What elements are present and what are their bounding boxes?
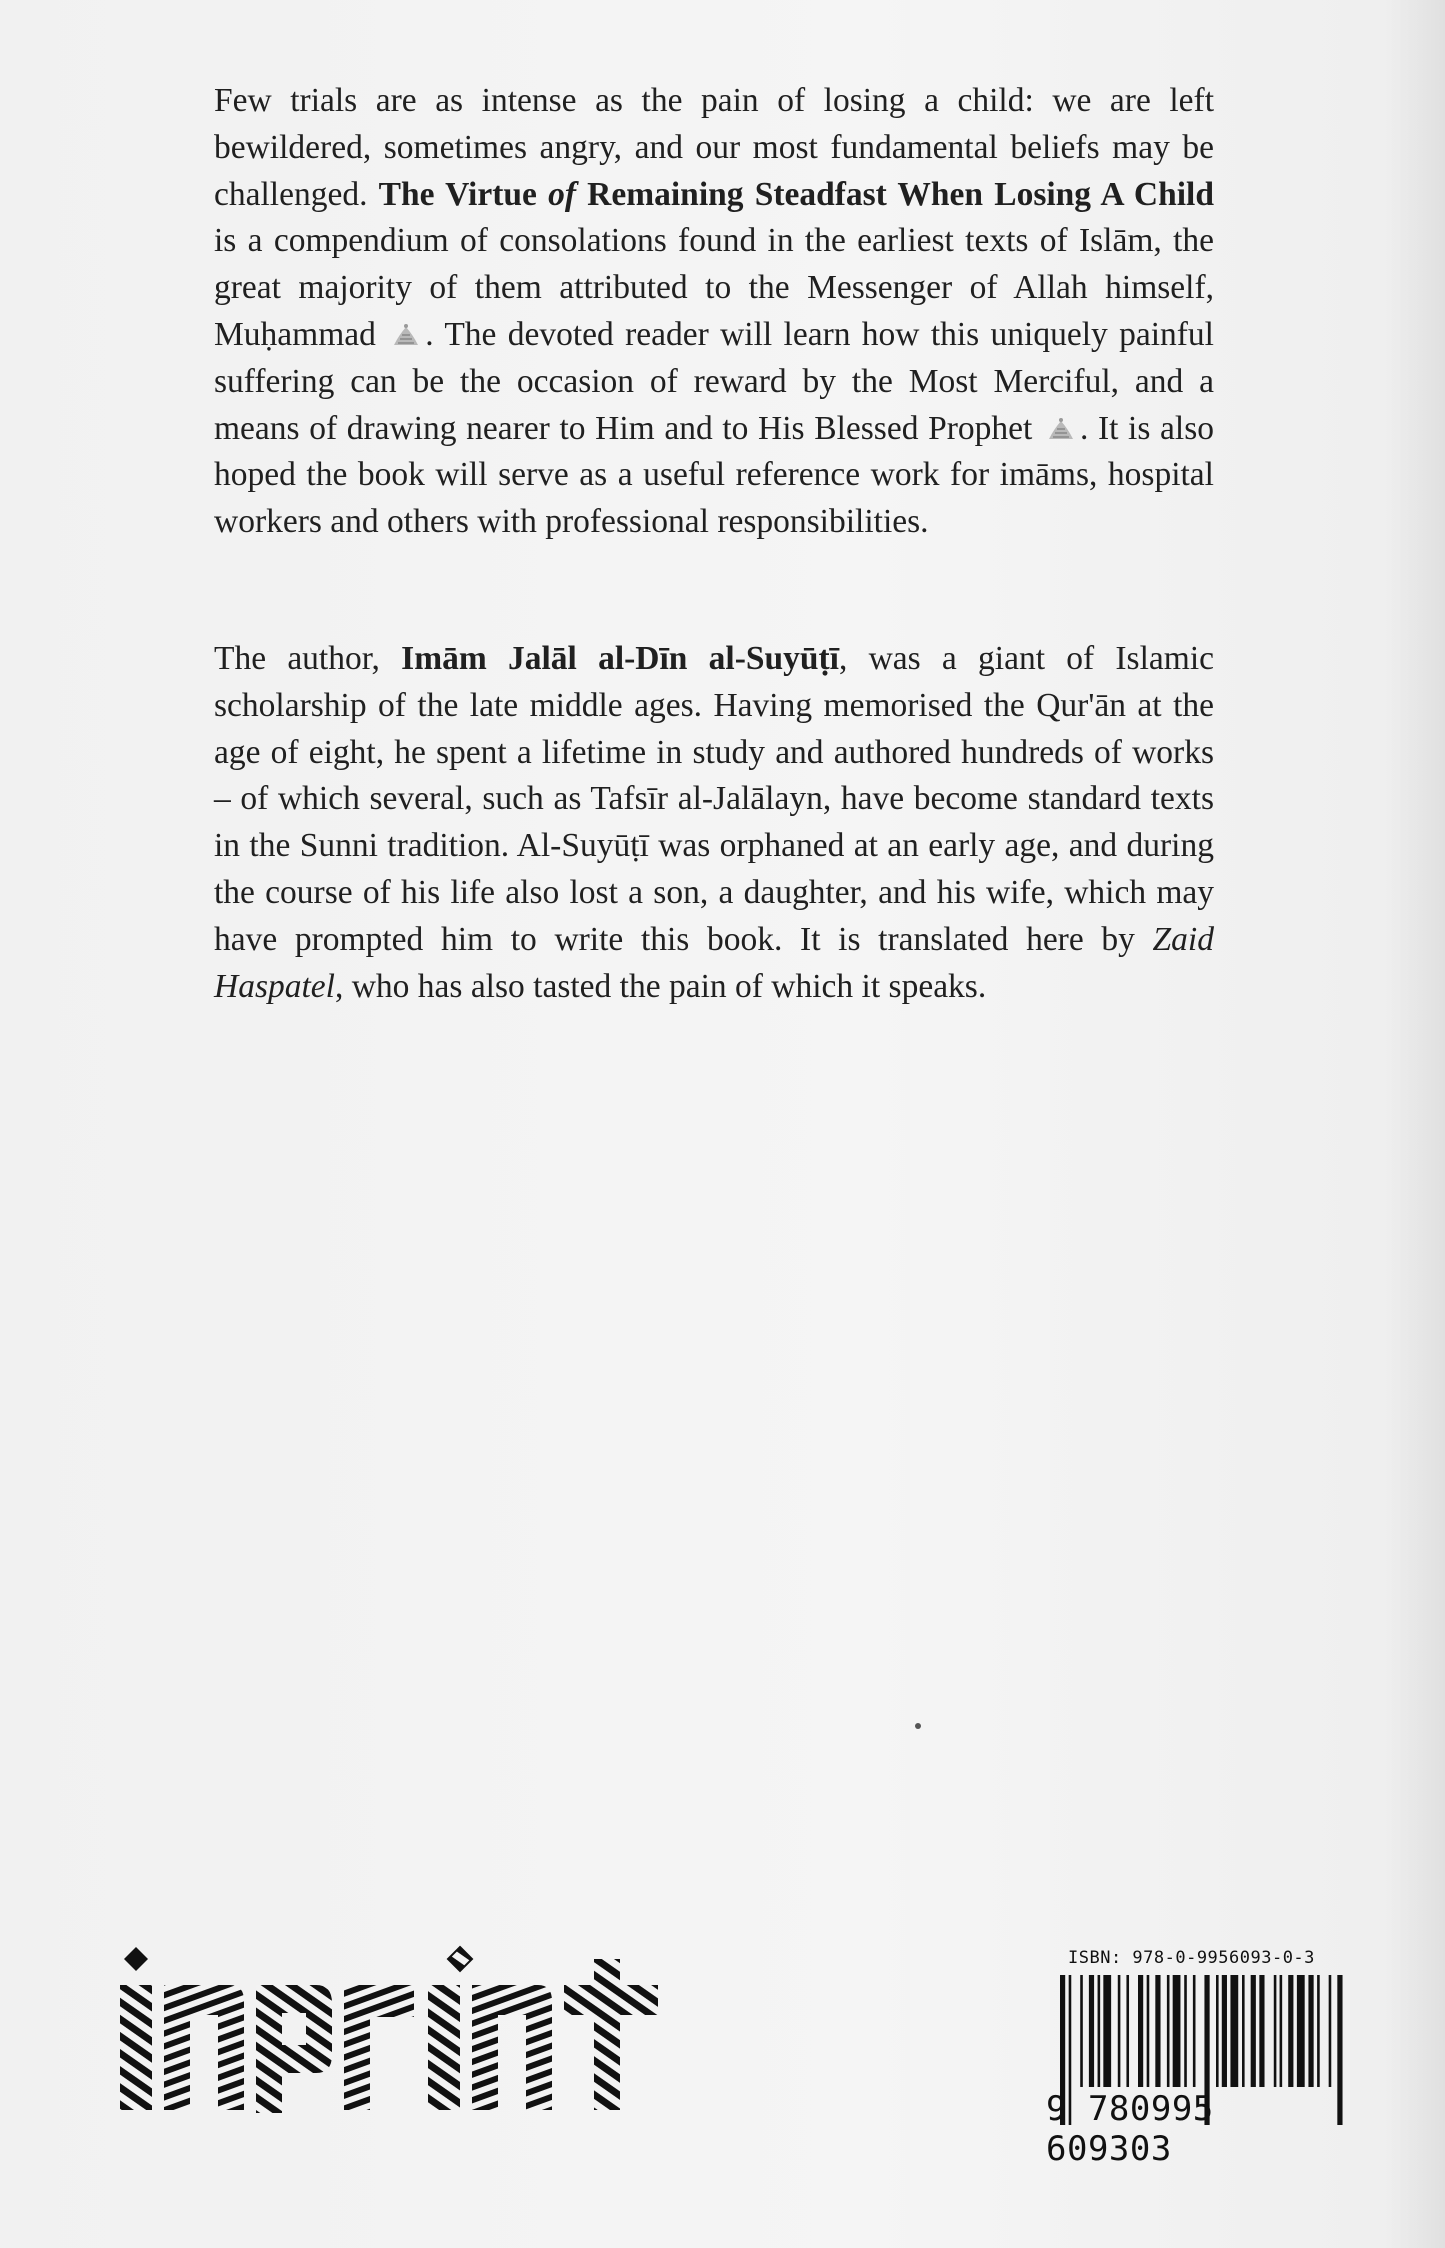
barcode-bar <box>1297 1975 1305 2087</box>
barcode-bar <box>1098 1975 1101 2087</box>
barcode-bar <box>1274 1975 1277 2087</box>
barcode-bar <box>1230 1975 1238 2087</box>
barcode-bar <box>1317 1975 1320 2087</box>
translator-name: Zaid Haspatel <box>214 920 1214 1005</box>
author-name: Imām Jalāl al-Dīn al-Suyūṭī <box>401 640 839 677</box>
isbn-label: ISBN: 978-0-9956093-0-3 <box>1068 1948 1315 1968</box>
barcode-bar <box>1173 1975 1181 2087</box>
barcode-bar <box>1288 1975 1293 2087</box>
blurb-text: . The devoted reader will learn how this uniquely painful suffering can be the occasion of reward by the Most Merciful, and a means of drawing nearer to Him and to His Blessed Prophet <box>214 315 1214 447</box>
barcode-bar <box>1118 1975 1121 2087</box>
barcode-bar <box>1080 1975 1083 2087</box>
barcode-bar <box>1280 1975 1283 2087</box>
salawat-calligraphy-icon <box>391 321 421 349</box>
barcode-bar <box>1193 1975 1196 2087</box>
barcode-bar <box>1103 1975 1111 2087</box>
barcode-bar <box>1251 1975 1256 2087</box>
barcode-bar <box>1184 1975 1187 2087</box>
barcode-bar <box>1155 1975 1160 2087</box>
blurb-text: Few trials are as intense as the pain of losing a child: we are left bewildered, sometimes angry, and our most fundamental beliefs may be challenged. <box>214 82 1214 213</box>
barcode-bar <box>1138 1975 1143 2087</box>
barcode-bar <box>1329 1975 1332 2087</box>
blurb-text: . It is also hoped the book will serve as a useful reference work for imāms, hospital workers and others with professional responsibilities. <box>214 409 1214 541</box>
page-edge-shadow <box>1385 0 1445 2248</box>
barcode-bar <box>1126 1975 1129 2087</box>
barcode-digits: 9 780995 609303 <box>1046 2089 1214 2169</box>
barcode-bar <box>1259 1975 1264 2087</box>
print-speck <box>915 1723 921 1729</box>
author-paragraph <box>214 636 1214 1010</box>
barcode-bar <box>1089 1975 1094 2087</box>
author-text: The author, <box>214 640 402 677</box>
barcode-bar <box>1167 1975 1170 2087</box>
salawat-calligraphy-icon <box>1046 415 1076 443</box>
publisher-logo <box>118 1945 688 2115</box>
book-title: The Virtue of Remaining Steadfast When Losing A Child <box>378 175 1214 213</box>
blurb-text: is a compendium of consolations found in the earliest texts of Islām, the great majority of them attributed to the Messenger of Allah himself, Muḥammad <box>214 222 1214 353</box>
barcode-bar <box>1242 1975 1245 2087</box>
barcode-bar <box>1308 1975 1313 2087</box>
barcode-bar <box>1216 1975 1219 2087</box>
author-text: , was a giant of Islamic scholarship of the late middle ages. Having memorised the Qur'ān at the age of eight, he spent a lifetime in study and authored hundreds of works – of which several, such as Tafsīr al-Jalālayn, have become standard texts in the Sunni tradition. Al-Suyūṭī was orphaned at an early age, and during the course of his life also lost a son, a daughter, and his wife, which may have prompted him to write this book. It is translated here by <box>214 640 1214 958</box>
blurb-paragraph <box>214 78 1214 546</box>
barcode-bar <box>1222 1975 1227 2087</box>
barcode-bar <box>1147 1975 1150 2087</box>
author-text: , who has also tasted the pain of which it speaks. <box>334 967 987 1005</box>
